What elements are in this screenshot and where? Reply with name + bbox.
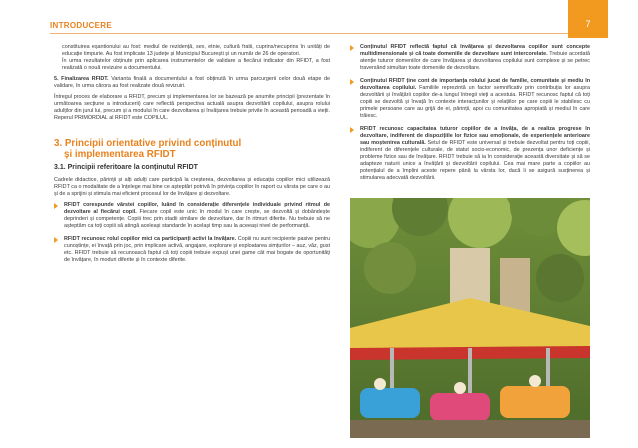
list-item	[350, 126, 590, 182]
bullet-arrow-icon	[54, 237, 58, 243]
bullet-text: Fiecare copil este unic în modul în care crește, se dezvoltă și dobândește deprinderi și competențe. Copiii trec prin stadii similare de dezvoltare, dar în ritmuri diferite. Nu trebuie să ne așteptăm ca toți copiii să atingă aceleași standarde în același timp sau la aceeași nivel de performanță.	[64, 209, 330, 229]
playground-carousel-photo	[350, 198, 590, 438]
subsection-title: 3.1. Principii referitoare la conținutul RFIDT	[54, 164, 198, 171]
list-item	[54, 236, 330, 264]
list-item-5-text: Varianta finală a documentului a fost obținută în urma parcurgerii celor două etape de validare, în urma cărora au fost realizate două revizuiri.	[54, 76, 330, 89]
page-number: 7	[585, 19, 591, 29]
page-number-box	[568, 0, 608, 38]
bullet-arrow-icon	[54, 203, 58, 209]
section-title-line-2: și implementarea RFIDT	[64, 149, 176, 160]
left-column	[54, 44, 330, 270]
list-item-5-label: 5. Finalizarea RFIDT.	[54, 76, 109, 82]
section-title-line-1: 3. Principii orientative privind conținutul	[54, 138, 242, 149]
page-header	[0, 0, 638, 40]
section-title	[54, 138, 330, 160]
list-item-5	[54, 76, 330, 90]
bullet-bold: RFIDT recunosc rolul copiilor mici ca participanți activi la învățare.	[64, 236, 237, 242]
bullet-bold: Conținutul RFIDT reflectă faptul că învățarea și dezvoltarea copiilor sunt concepte multidimensionale și că toate domeniile de dezvoltare sunt intercorelate.	[360, 44, 590, 57]
paragraph-continued-2: În urma rezultatelor obținute prin aplicarea instrumentelor de validare a fiecărui indicator din RFIDT, a fost realizată o nouă revizuire a documentului.	[62, 58, 330, 71]
bullet-arrow-icon	[350, 127, 354, 133]
paragraph-intro: Cadrele didactice, părinții și alți adulți care participă la creșterea, dezvoltarea și educația copiilor mici utilizează RFIDT ca o modalitate de a înțelege mai bine ce așteptări potrivă în privința copiilor în raport cu vârsta pe care o au și de a sprijini și stimula mai eficient procesul lor de învățare și dezvoltare.	[54, 177, 330, 197]
bullet-arrow-icon	[350, 45, 354, 51]
bullet-bold: RFIDT recunosc capacitatea tuturor copiilor de a învăța, de a realiza progrese în dezvoltare, indiferent de dispozițiile lor fizice sau emoționale, de experiențele anterioare sau moștenirea culturală.	[360, 126, 590, 146]
list-item	[350, 44, 590, 72]
bullet-text: Copiii nu sunt recipiente pasive pentru cunoștințe, ei învață prin joc, prin implicare activă, angajare, explorare și exploatarea simțurilor – auz, văz, gust etc. RFIDT trebuie să recunoască faptul că toți copiii trebuie expuși unei game cât mai bogate de oportunități de învățare, în moduri diferite și în contexte diferite.	[64, 236, 330, 263]
bullet-text: Trebuie acordată atenție tuturor domeniilor de care învățarea și dezvoltarea copilului sunt complexe și se petrec traversând simultan toate domeniile de dezvoltare.	[360, 51, 590, 71]
bullet-text: Familiile reprezintă un factor semnificativ prin contribuția lor asupra dezvoltării și învățării copiilor de-a lungul întregii vieți a acestuia. RFIDT recunosc faptul că toți copiii se dezvoltă și învață în contexte interacțunilor și relațiilor pe care copiii le stabilesc cu primele persoane care au grijă de ei, părinții, apoi cu comunitatea apropiată și mediul în care trăiesc.	[360, 85, 590, 119]
bullet-text: Setul de RFIDT este universal și trebuie dezvoltat pentru toți copiii, indiferent de diferențele culturale, de statut socio-economic, de prezența unor deficiențe și probleme fizice sau de învățare. RFIDT trebuie să ia în considerație această diversitate și să se adapteze naturii unice a învățării și dezvoltării copilului. Cea mai mare parte a copiilor au potențialul de a împlini aceste repere până la vârsta lor, dacă li se asigură susținerea și stimularea adecvată dezvoltării.	[360, 140, 590, 181]
chapter-title: INTRODUCERE	[50, 21, 112, 30]
list-item	[350, 78, 590, 120]
right-column	[350, 44, 590, 188]
bullet-bold: RFIDT corespunde vârstei copiilor, luând în considerație diferențele individuale privind ritmul de dezvoltare al fiecărui copil.	[64, 202, 330, 215]
bullet-bold: Conținutul RFIDT ține cont de importanța rolului jucat de familie, comunitate și mediu în dezvoltarea copilului.	[360, 78, 590, 91]
paragraph-continued-1: constituirea eșantionului au fost: mediul de rezidență, sex, etnie, cultură fratii, cuprins/necuprins în unități de educație timpurie. Au fost implicate 13 județe și Municipiul București și un număr de 26 de operatori.	[62, 44, 330, 57]
paragraph-process: Întregul proces de elaborare a RFIDT, precum și implementarea lor se bazează pe anumite principii (prezentate în următoarea secțiune a introducerii) care reflectă perspectiva actuală asupra dezvoltării copilului, asupra rolului adulților din jurul lui, precum și a modului în care dezvoltarea și învățarea trebuie privite în această perioadă a vieții. Reperul PRIMORDIAL al RFIDT este COPILUL.	[54, 94, 330, 121]
header-divider	[50, 33, 590, 34]
bullet-arrow-icon	[350, 79, 354, 85]
list-item	[54, 202, 330, 230]
